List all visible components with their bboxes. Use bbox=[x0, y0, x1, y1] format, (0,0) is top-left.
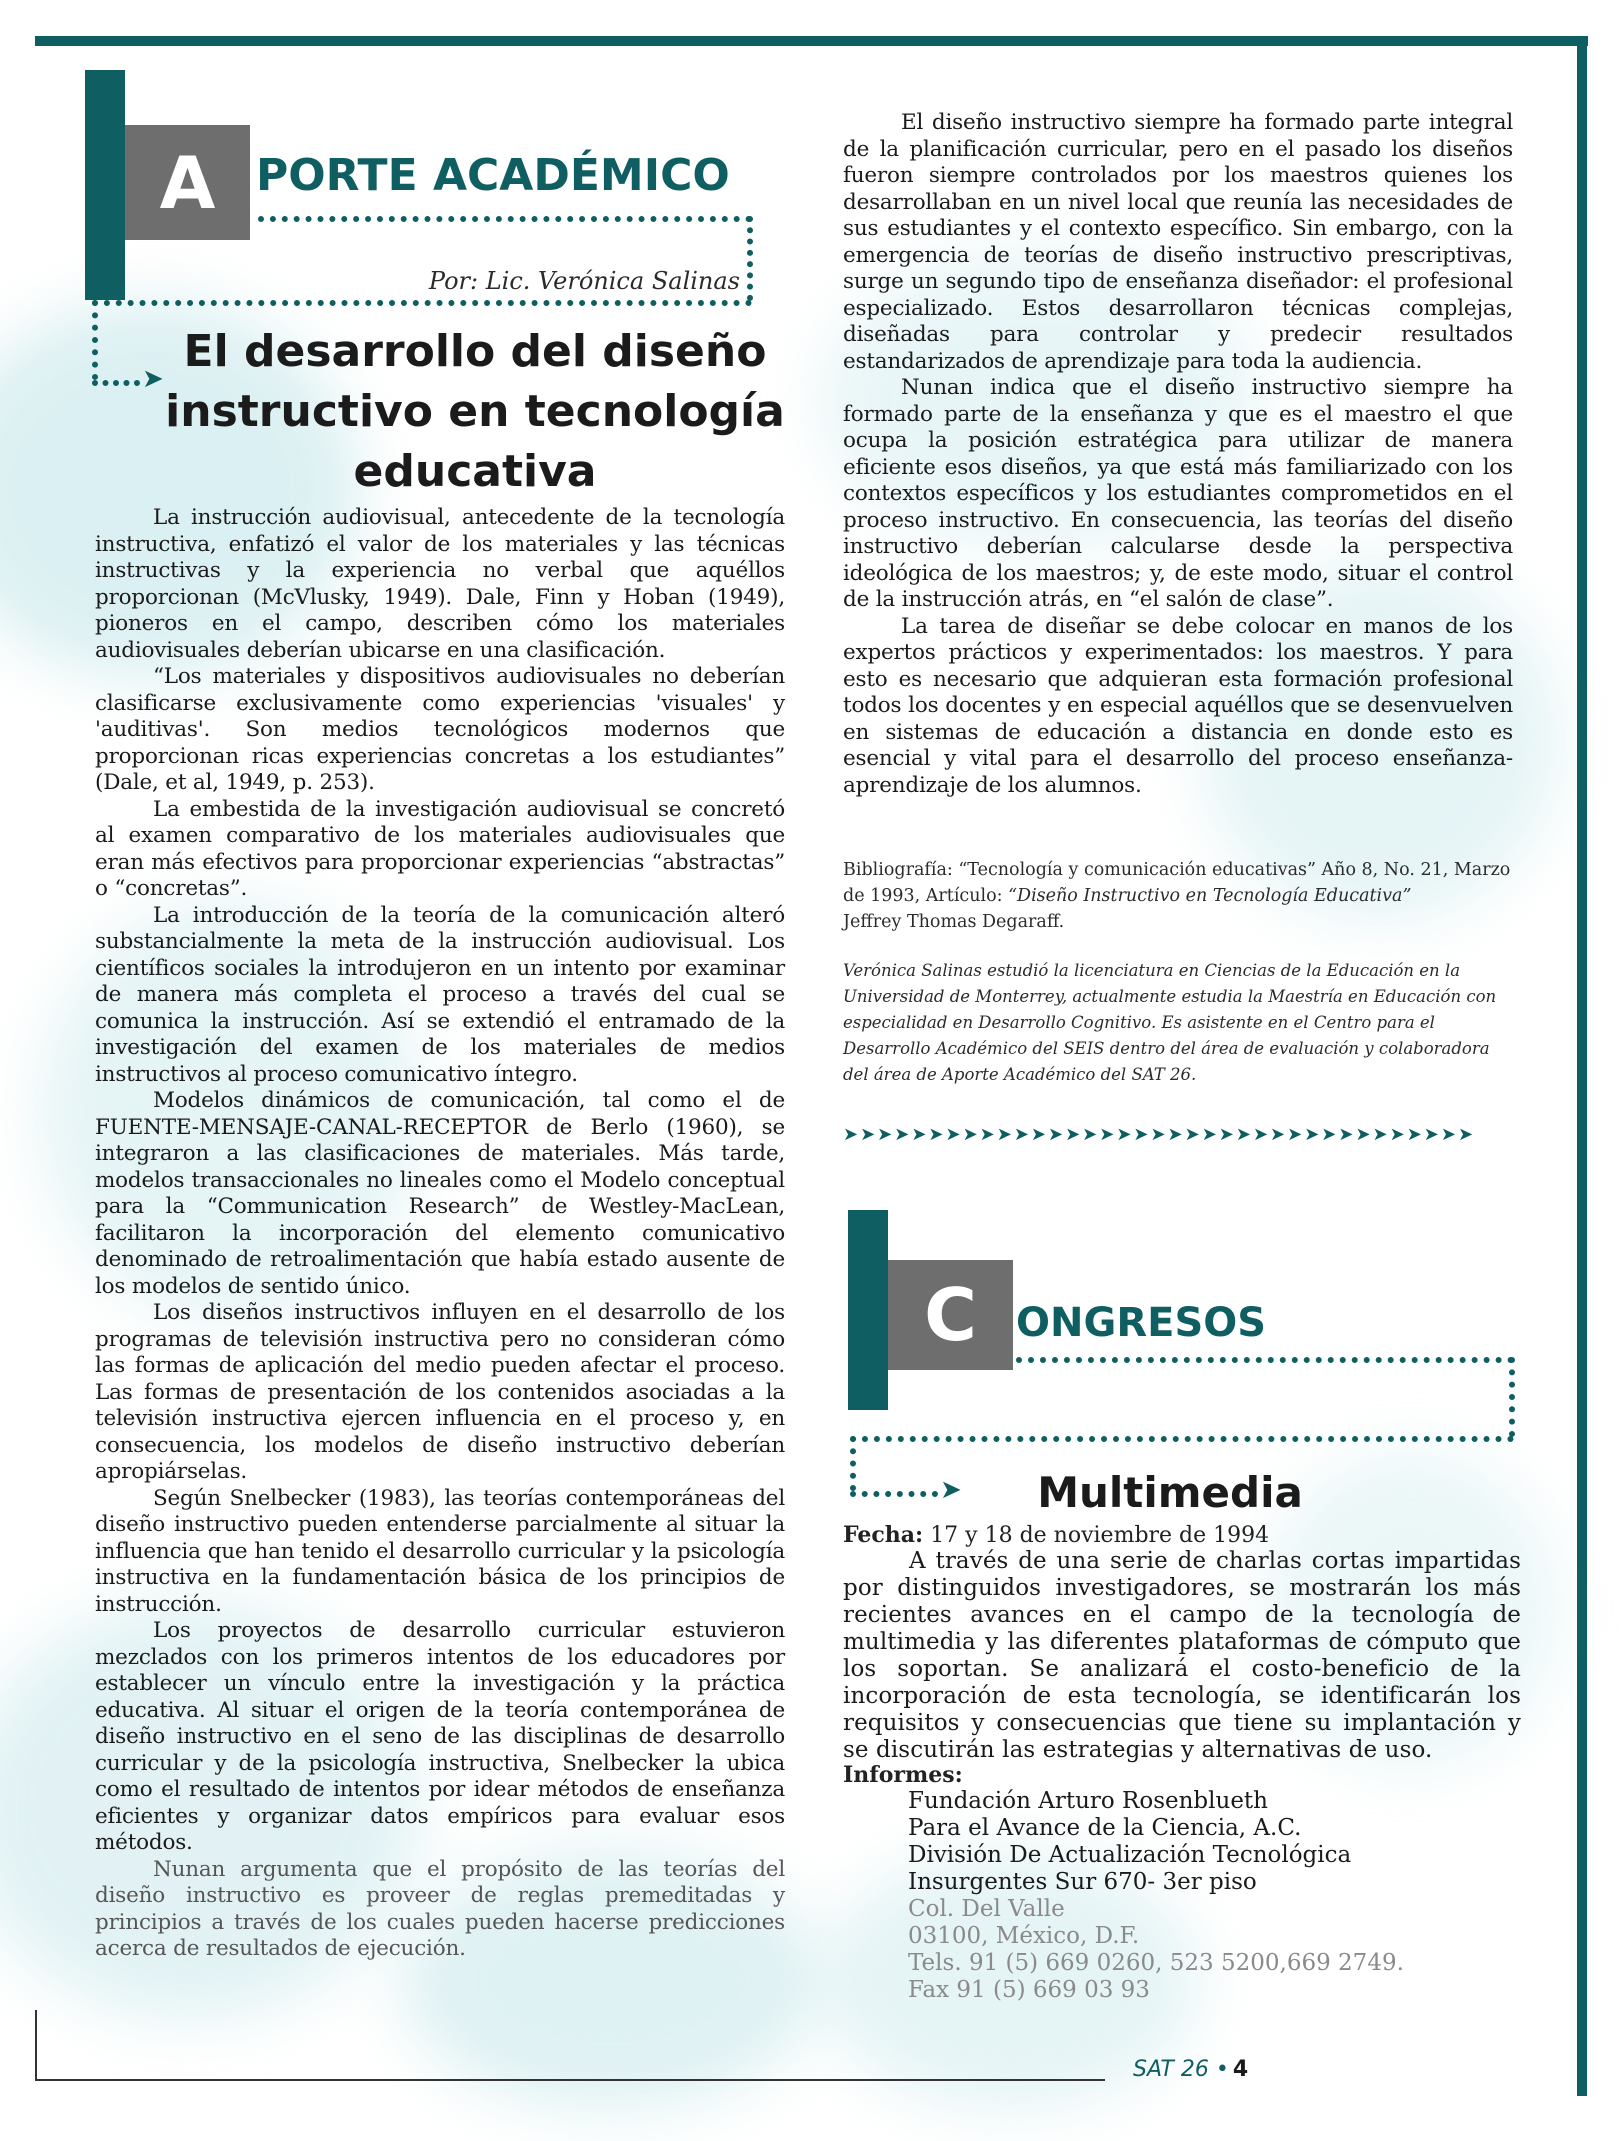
section-title-aporte: PORTE ACADÉMICO bbox=[256, 150, 730, 201]
article-paragraph: La embestida de la investigación audiovisual se concretó al examen comparativo de los materiales audiovisuales que eran más efectivos para proporcionar experiencias “abstractas” o “concretas”. bbox=[95, 796, 785, 901]
author-bio: Verónica Salinas estudió la licenciatura en Ciencias de la Educación en la Universidad de Monterrey, actualmente estudia la Maestría en Educación con especialidad en Desarrollo Cognitivo. Es asistente en el Centro para el Desarrollo Académico del SEIS dentro del área de evaluación y colaboradora del área de Aporte Académico del SAT 26. bbox=[843, 961, 1497, 1084]
bibliography bbox=[843, 857, 1511, 935]
section-divider-arrows: ➤➤➤➤➤➤➤➤➤➤➤➤➤➤➤➤➤➤➤➤➤➤➤➤➤➤➤➤➤➤➤➤➤➤➤➤➤ bbox=[843, 1124, 1476, 1145]
congress-date-label: Fecha: bbox=[843, 1522, 924, 1548]
article-title bbox=[150, 322, 800, 502]
section-letter-c: C bbox=[888, 1260, 1013, 1370]
footer-issue: SAT 26 • bbox=[1133, 2057, 1229, 2082]
article-left-column bbox=[95, 505, 785, 1963]
section-dotted-rule bbox=[258, 216, 752, 222]
page-footer bbox=[1133, 2057, 1248, 2082]
article-paragraph: La tarea de diseñar se debe colocar en manos de los expertos prácticos y experimentados: los maestros. Y para esto es necesario que adquieran esta formación profesional todos los docentes y en especial aquéllos que se desenvuelven en sistemas de educación a distancia en donde esto es esencial y vital para el desarrollo del proceso enseñanza-aprendizaje de los alumnos. bbox=[843, 613, 1513, 798]
section-dotted-rule bbox=[850, 1491, 938, 1497]
section-letter-a: A bbox=[125, 125, 250, 240]
contact-line: Tels. 91 (5) 669 0260, 523 5200,669 2749. bbox=[908, 1950, 1404, 1976]
section-dotted-rule bbox=[747, 216, 753, 301]
article-title-line: educativa bbox=[353, 446, 597, 497]
congress-date-value: 17 y 18 de noviembre de 1994 bbox=[930, 1523, 1270, 1548]
section-header-bar bbox=[848, 1210, 888, 1410]
contact-line: Fax 91 (5) 669 03 93 bbox=[908, 1977, 1150, 2003]
section-dotted-rule bbox=[850, 1436, 856, 1491]
contact-line: Para el Avance de la Ciencia, A.C. bbox=[908, 1815, 1302, 1841]
article-paragraph: La introducción de la teoría de la comunicación alteró substancialmente la meta de la instrucción audiovisual. Los científicos sociales la introdujeron en un intento por examinar de manera más completa el proceso a través del cual se comunica la instrucción. Así se extendió el entramado de la investigación del examen de los materiales de medios instructivos al proceso comunicativo íntegro. bbox=[95, 902, 785, 1087]
bibliography-author: Jeffrey Thomas Degaraff. bbox=[843, 912, 1065, 932]
informes-label: Informes: bbox=[843, 1762, 963, 1788]
section-dotted-rule bbox=[92, 380, 140, 386]
article-paragraph: La instrucción audiovisual, antecedente de la tecnología instructiva, enfatizó el valor de los materiales y las técnicas instructivas y la experiencia no verbal que aquéllos proporcionan (McVlusky, 1949). Dale, Finn y Hoban (1949), pioneros en el campo, describen cómo los materiales audiovisuales deberían ubicarse en una clasificación. bbox=[95, 505, 785, 663]
bibliography-source: Bibliografía: “Tecnología y comunicación educativas” Año 8, No. 21, Marzo de 1993, Artículo: bbox=[843, 860, 1511, 906]
section-dotted-rule bbox=[1016, 1357, 1514, 1363]
page-frame-top bbox=[35, 36, 1588, 46]
section-dotted-rule bbox=[850, 1436, 1514, 1442]
section-dotted-rule bbox=[92, 300, 752, 306]
section-title-congresos: ONGRESOS bbox=[1016, 1300, 1267, 1346]
contact-line: 03100, México, D.F. bbox=[908, 1923, 1140, 1949]
article-paragraph: Nunan indica que el diseño instructivo siempre ha formado parte de la enseñanza y que es el maestro el que ocupa la posición estratégica para utilizar de manera eficiente esos diseños, ya que está más familiarizado con los contextos específicos y los estudiantes comprometidos en el proceso instructivo. En consecuencia, las teorías del diseño instructivo deberían calcularse desde la perspectiva ideológica de los maestros; y, de este modo, situar el control de la instrucción atrás, en “el salón de clase”. bbox=[843, 375, 1513, 612]
congress-title: Multimedia bbox=[1037, 1468, 1303, 1517]
article-paragraph: El diseño instructivo siempre ha formado parte integral de la planificación curricular, pero en el pasado los diseños fueron siempre controlados por los maestros quienes los desarrollaban en un nivel local que reunía las necesidades de sus estudiantes y el contexto específico. Sin embargo, con la emergencia de teorías de diseño instructivo prescriptivas, surge un segundo tipo de enseñanza diseñador: el profesional especializado. Estos desarrollaron técnicas complejas, diseñadas para controlar y predecir resultados estandarizados de aprendizaje para toda la audiencia. bbox=[843, 110, 1513, 374]
contact-line: Insurgentes Sur 670- 3er piso bbox=[908, 1869, 1257, 1895]
contact-line: Fundación Arturo Rosenblueth bbox=[908, 1788, 1268, 1814]
arrow-icon: ➤ bbox=[142, 364, 164, 394]
article-paragraph: Los diseños instructivos influyen en el desarrollo de los programas de televisión instructiva pero no consideran cómo las formas de aplicación del medio pueden afectar el proceso. Las formas de presentación de los contenidos asociadas a la televisión instructiva ejercen influencia en el proceso y, en consecuencia, los modelos de diseño instructivo deberían apropiárselas. bbox=[95, 1300, 785, 1484]
section-dotted-rule bbox=[1509, 1357, 1515, 1437]
article-byline: Por: Lic. Verónica Salinas bbox=[428, 267, 740, 295]
arrow-icon: ➤ bbox=[940, 1475, 962, 1505]
contact-block bbox=[908, 1788, 1404, 2004]
article-paragraph: Según Snelbecker (1983), las teorías contemporáneas del diseño instructivo pueden entenderse parcialmente al situar la influencia que han tenido el desarrollo curricular y la psicología instructiva en la fundamentación básica de los principios de instrucción. bbox=[95, 1485, 785, 1617]
article-paragraph: “Los materiales y dispositivos audiovisuales no deberían clasificarse exclusivamente como experiencias 'visuales' y 'auditivas'. Son medios tecnológicos modernos que proporcionan ricas experiencias concretas a los estudiantes” (Dale, et al, 1949, p. 253). bbox=[95, 664, 785, 795]
congress-description bbox=[843, 1548, 1521, 1764]
article-paragraph: Los proyectos de desarrollo curricular estuvieron mezclados con los primeros intentos de los educadores por establecer un vínculo entre la investigación y la práctica educativa. Al situar el origen de la teoría contemporánea de diseño instructivo en el seno de las disciplinas de desarrollo curricular y de la psicología instructiva, Snelbecker la ubica como el resultado de intentos por idear métodos de enseñanza eficientes y organizar datos empíricos para evaluar esos métodos. bbox=[95, 1618, 785, 1855]
section-header-bar bbox=[85, 70, 125, 300]
contact-line: Col. Del Valle bbox=[908, 1896, 1065, 1922]
page-frame-left bbox=[35, 2010, 37, 2080]
article-right-column bbox=[843, 110, 1513, 799]
article-title-line: instructivo en tecnología bbox=[165, 386, 785, 437]
article-paragraph: Modelos dinámicos de comunicación, tal como el de FUENTE-MENSAJE-CANAL-RECEPTOR de Berlo (1960), se integraron a las clasificaciones de materiales. Más tarde, modelos transaccionales no lineales como el Modelo conceptual para la “Communication Research” de Westley-MacLean, facilitaron la incorporación del elemento comunicativo denominado de retroalimentación que había estado ausente de los modelos de sentido único. bbox=[95, 1088, 785, 1299]
page-frame-bottom bbox=[35, 2079, 1105, 2081]
bibliography-title: “Diseño Instructivo en Tecnología Educativa” bbox=[1008, 886, 1412, 906]
congress-date bbox=[843, 1522, 1269, 1548]
contact-line: División De Actualización Tecnológica bbox=[908, 1842, 1352, 1868]
section-dotted-rule bbox=[92, 300, 98, 380]
article-paragraph: Nunan argumenta que el propósito de las teorías del diseño instructivo es proveer de reglas premeditadas y principios a través de los cuales pueden hacerse predicciones acerca de resultados de ejecución. bbox=[95, 1856, 785, 1961]
article-title-line: El desarrollo del diseño bbox=[183, 326, 767, 377]
page-number: 4 bbox=[1232, 2057, 1249, 2082]
page-frame-right bbox=[1577, 36, 1587, 2096]
congress-paragraph: A través de una serie de charlas cortas impartidas por distinguidos investigadores, se mostrarán los más recientes avances en el campo de la tecnología de multimedia y las diferentes plataformas de cómputo que los soportan. Se analizará el costo-beneficio de la incorporación de esta tecnología, se identificarán los requisitos y consecuencias que tiene su implantación y se discutirán las estrategias y alternativas de uso. bbox=[843, 1548, 1521, 1763]
